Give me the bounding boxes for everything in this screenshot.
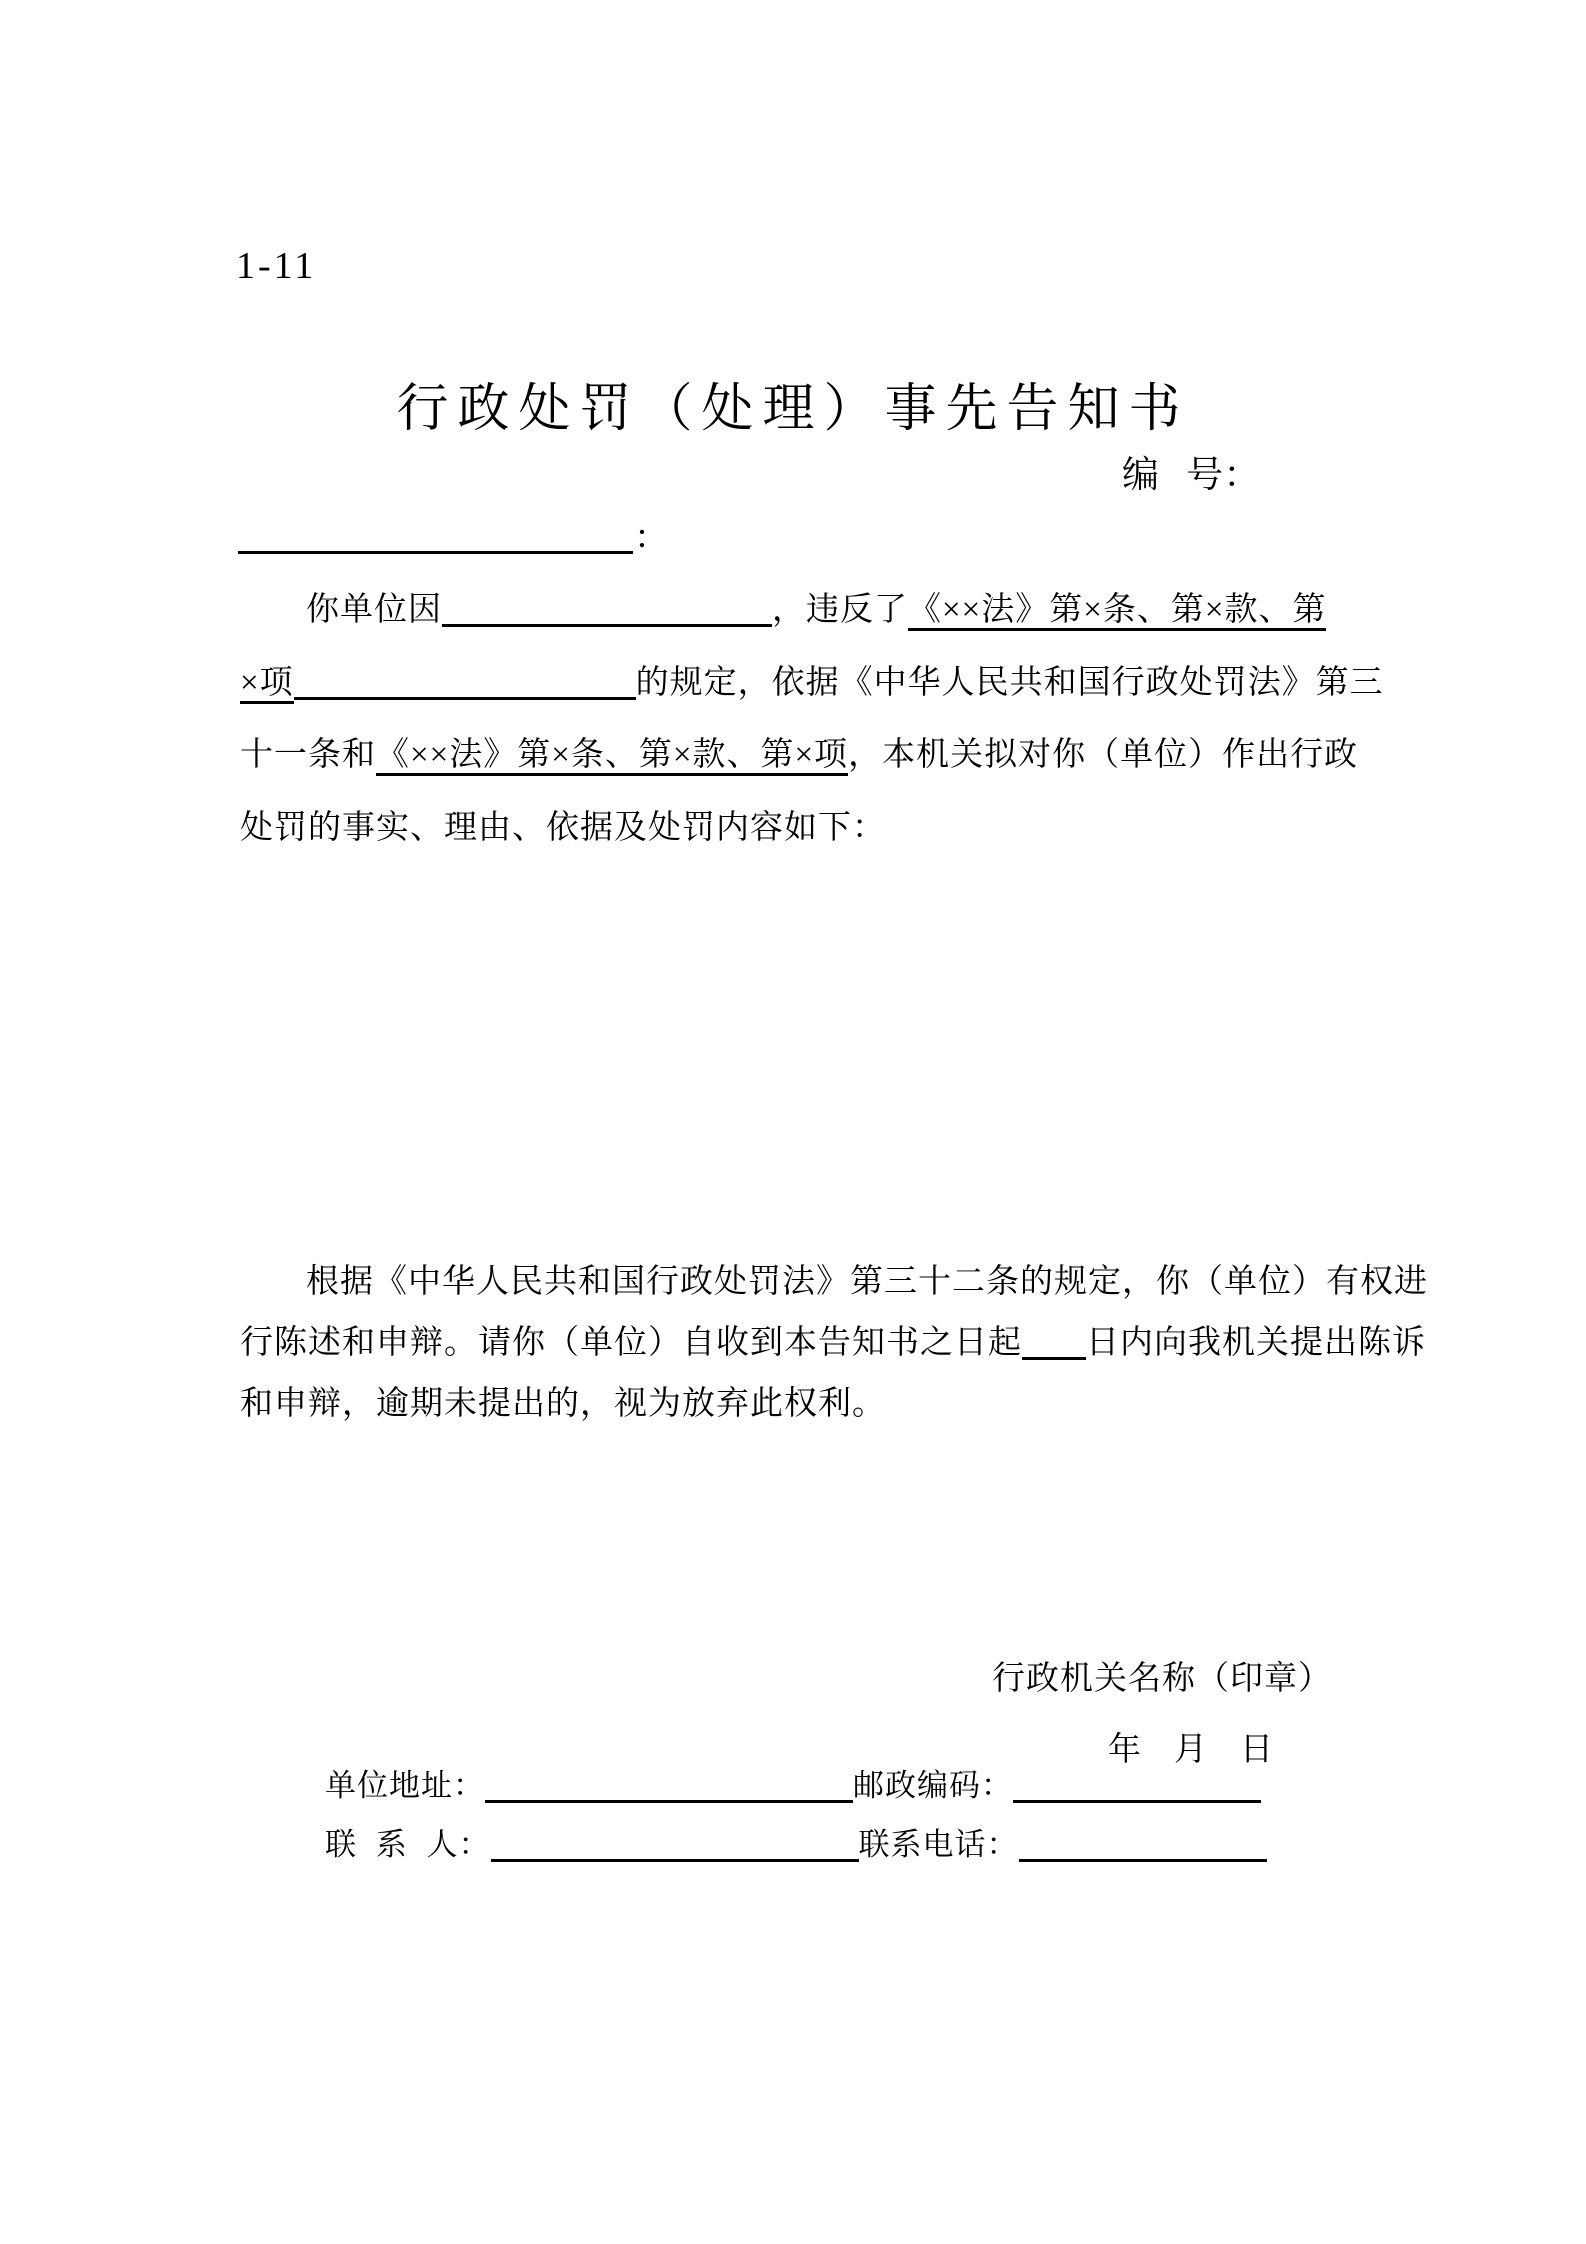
contact-row-address [325, 1760, 1261, 1805]
para2-line2 [240, 1313, 1426, 1374]
contact-row-person [325, 1819, 1267, 1864]
para2-line1-text: 根据《中华人民共和国行政处罚法》第三十二条的规定，你（单位）有权进 [306, 1264, 1428, 1300]
blank-addressee-name[interactable] [238, 515, 633, 554]
para1-lead-text: 你单位因 [306, 592, 442, 628]
serial-number-label: 编 号： [1122, 455, 1261, 496]
basis-law-citation: 《××法》第×条、第×款、第×项 [376, 737, 848, 776]
para1-line2-text: 的规定，依据《中华人民共和国行政处罚法》第三 [635, 664, 1384, 701]
para2-line3-text: 和申辩，逾期未提出的，视为放弃此权利。 [240, 1386, 886, 1422]
para1-line3-rest-text: ，本机关拟对你（单位）作出行政 [848, 737, 1359, 773]
para1-line1 [240, 574, 1415, 647]
para1-line3-lead-text: 十一条和 [240, 737, 376, 773]
paragraph-rights [240, 1252, 1428, 1435]
form-code: 1-11 [236, 245, 317, 287]
violated-law-citation: 《××法》第×条、第×款、第 [908, 592, 1326, 631]
para2-line1 [240, 1252, 1428, 1313]
blank-violated-provision[interactable] [294, 664, 636, 700]
violated-law-citation-cont: ×项 [240, 665, 294, 704]
blank-postal-code[interactable] [1013, 1769, 1261, 1803]
addressee-line [238, 514, 647, 556]
para1-line4 [240, 792, 1415, 865]
signature-org-name: 行政机关名称（印章） [992, 1661, 1332, 1697]
para1-line2 [240, 647, 1415, 720]
phone-label: 联系电话： [858, 1827, 1019, 1862]
para1-line3 [240, 719, 1415, 792]
blank-contact-person[interactable] [491, 1828, 859, 1862]
signature-date-line: 年 月 日 [1108, 1732, 1273, 1768]
blank-address[interactable] [485, 1769, 853, 1803]
blank-violation-reason[interactable] [442, 591, 772, 627]
para1-after-blank-text: ，违反了 [772, 592, 908, 628]
blank-days[interactable] [1022, 1324, 1086, 1360]
address-label: 单位地址： [325, 1768, 485, 1803]
para2-line2-after-text: 日内向我机关提出陈诉 [1086, 1325, 1426, 1361]
addressee-colon: : [637, 515, 648, 555]
document-title: 行政处罚（处理）事先告知书 [396, 381, 1190, 438]
contact-person-label: 联 系 人： [325, 1827, 491, 1862]
paragraph-violation [240, 574, 1415, 864]
blank-phone-number[interactable] [1019, 1828, 1267, 1862]
para2-line2-before-text: 行陈述和申辩。请你（单位）自收到本告知书之日起 [240, 1325, 1022, 1361]
para1-line4-text: 处罚的事实、理由、依据及处罚内容如下： [240, 809, 886, 846]
postal-label: 邮政编码： [853, 1768, 1013, 1803]
para2-line3 [240, 1374, 1415, 1435]
